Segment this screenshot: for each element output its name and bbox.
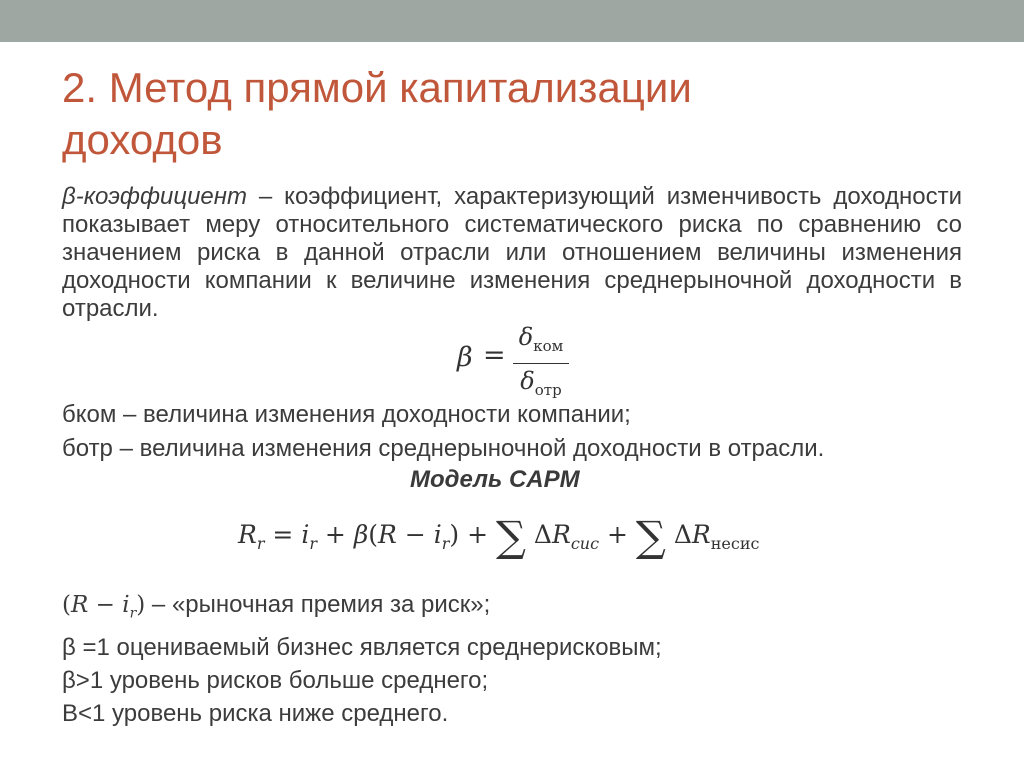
- notes-list: [62, 588, 982, 730]
- note-beta-less: В<1 уровень риска ниже среднего.: [62, 699, 449, 727]
- note-market-premium: $(R - i_r)$ – «рыночная премия за риск»;: [62, 591, 491, 622]
- note-beta-greater: β>1 уровень рисков больше среднего;: [62, 666, 489, 694]
- beta-formula: [457, 322, 587, 400]
- definition-delta-industry: ботр – величина изменения среднерыночной доходности в отрасли.: [62, 435, 825, 462]
- top-banner: [0, 0, 1024, 42]
- beta-formula-numerator: $\delta_{ком}$: [518, 323, 564, 355]
- definition-paragraph: [62, 183, 962, 323]
- slide-title-line-1: 2. Метод прямой капитализации: [62, 64, 692, 111]
- slide-title: [62, 62, 962, 166]
- note-beta-equal: β =1 оцениваемый бизнес является среднерисковым;: [62, 633, 662, 661]
- beta-formula-fraction: [513, 322, 569, 405]
- variable-definitions: [62, 398, 982, 466]
- definition-term: β-коэффициент: [62, 183, 247, 210]
- beta-formula-equals: =: [483, 340, 506, 371]
- capm-formula: $R_r = i_r + \beta(R - i_r)$ + ∑ $\Delta R_{сис}$ + ∑ $\Delta R_{несис}$: [238, 512, 760, 561]
- slide-title-line-2: доходов: [62, 116, 223, 163]
- definition-delta-company: бком – величина изменения доходности компании;: [62, 401, 631, 428]
- market-premium-expression: $(R - i_r)$: [62, 592, 146, 622]
- beta-formula-denominator: $\delta_{отр}$: [520, 367, 562, 400]
- capm-model-title: Модель CAPM: [410, 466, 580, 493]
- fraction-bar: [513, 363, 569, 365]
- definition-text: – коэффициент, характеризующий изменчивость доходности показывает меру относительного систематического риска по сравнению со значением риска в данной отрасли или отношением величины изменения доходности компании к величине изменения среднерыночной доходности в отрасли.: [62, 183, 962, 322]
- definition-block: [62, 183, 962, 323]
- summation-symbol: ∑: [635, 512, 666, 561]
- summation-symbol: ∑: [495, 512, 526, 561]
- beta-formula-lhs: β: [457, 342, 473, 373]
